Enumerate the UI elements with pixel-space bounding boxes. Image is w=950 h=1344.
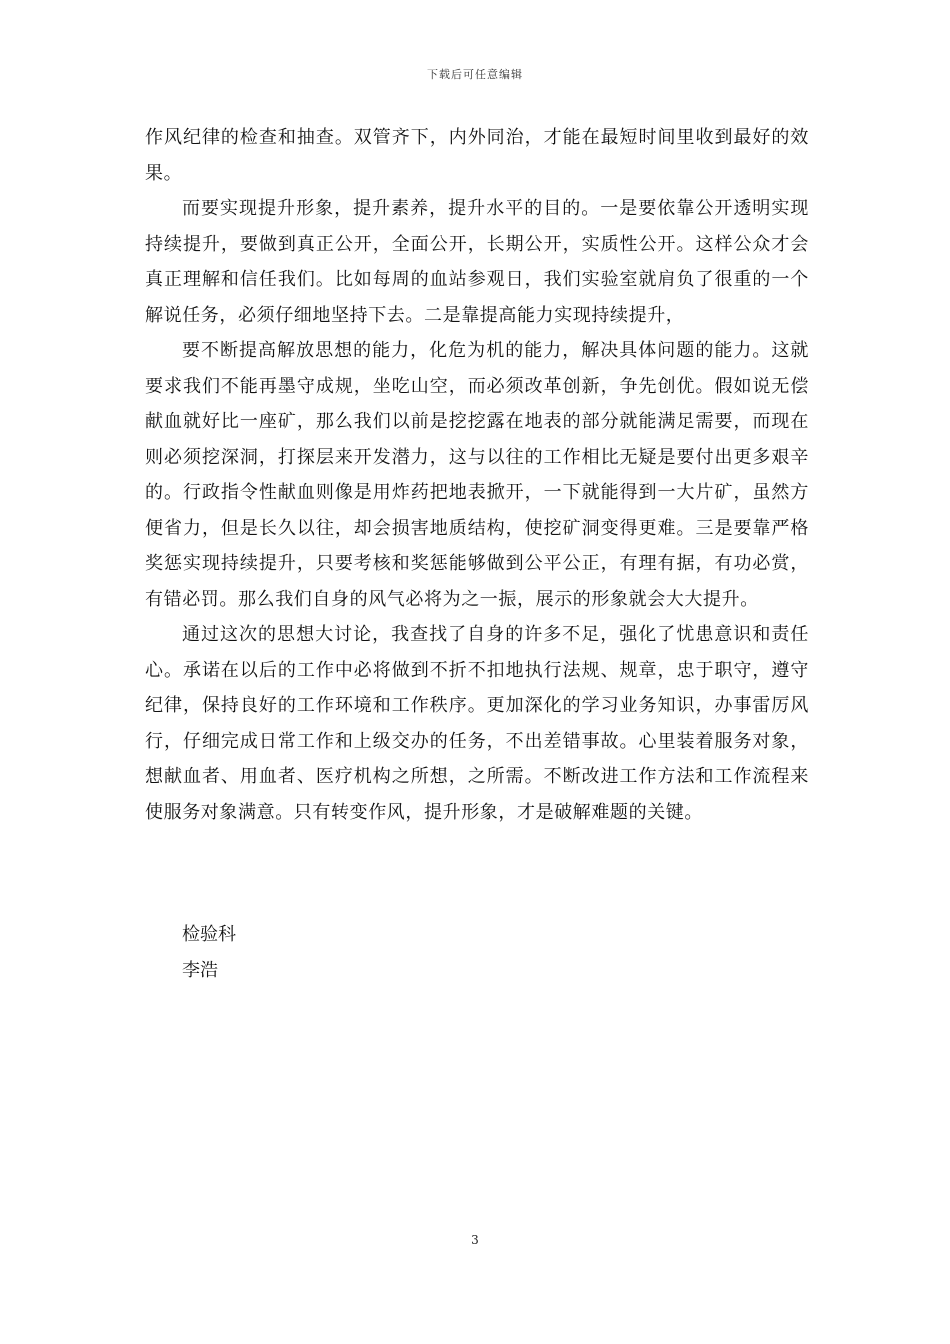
paragraph-transparency: 而要实现提升形象，提升素养，提升水平的目的。一是要依靠公开透明实现持续提升，要做到真正公开，全面公开，长期公开，实质性公开。这样公众才会真正理解和信任我们。比如每周的血站参观日，我们实验室就肩负了很重的一个解说任务，必须仔细地坚持下去。二是靠提高能力实现持续提升，	[145, 198, 809, 326]
page-number: 3	[471, 1233, 479, 1247]
body-text	[145, 120, 809, 830]
paragraph-conclusion: 通过这次的思想大讨论，我查找了自身的许多不足，强化了忧患意识和责任心。承诺在以后的工作中必将做到不折不扣地执行法规、规章，忠于职守，遵守纪律，保持良好的工作环境和工作秩序。更加深化的学习业务知识，办事雷厉风行，仔细完成日常工作和上级交办的任务，不出差错事故。心里装着服务对象，想献血者、用血者、医疗机构之所想，之所需。不断改进工作方法和工作流程来使服务对象满意。只有转变作风，提升形象，才是破解难题的关键。	[145, 624, 809, 823]
signature-department: 检验科	[182, 924, 236, 945]
paragraph-continuation: 作风纪律的检查和抽查。双管齐下，内外同治，才能在最短时间里收到最好的效果。	[145, 127, 809, 184]
page-header: 下载后可任意编辑	[427, 68, 523, 81]
paragraph-ability: 要不断提高解放思想的能力，化危为机的能力，解决具体问题的能力。这就要求我们不能再墨守成规，坐吃山空，而必须改革创新，争先创优。假如说无偿献血就好比一座矿，那么我们以前是挖挖露在地表的部分就能满足需要，而现在则必须挖深洞，打探层来开发潜力，这与以往的工作相比无疑是要付出更多艰辛的。行政指令性献血则像是用炸药把地表掀开，一下就能得到一大片矿，虽然方便省力，但是长久以往，却会损害地质结构，使挖矿洞变得更难。三是要靠严格奖惩实现持续提升，只要考核和奖惩能够做到公平公正，有理有据，有功必赏，有错必罚。那么我们自身的风气必将为之一振，展示的形象就会大大提升。	[145, 340, 809, 610]
signature-name: 李浩	[182, 960, 218, 981]
signature-block	[182, 917, 236, 989]
